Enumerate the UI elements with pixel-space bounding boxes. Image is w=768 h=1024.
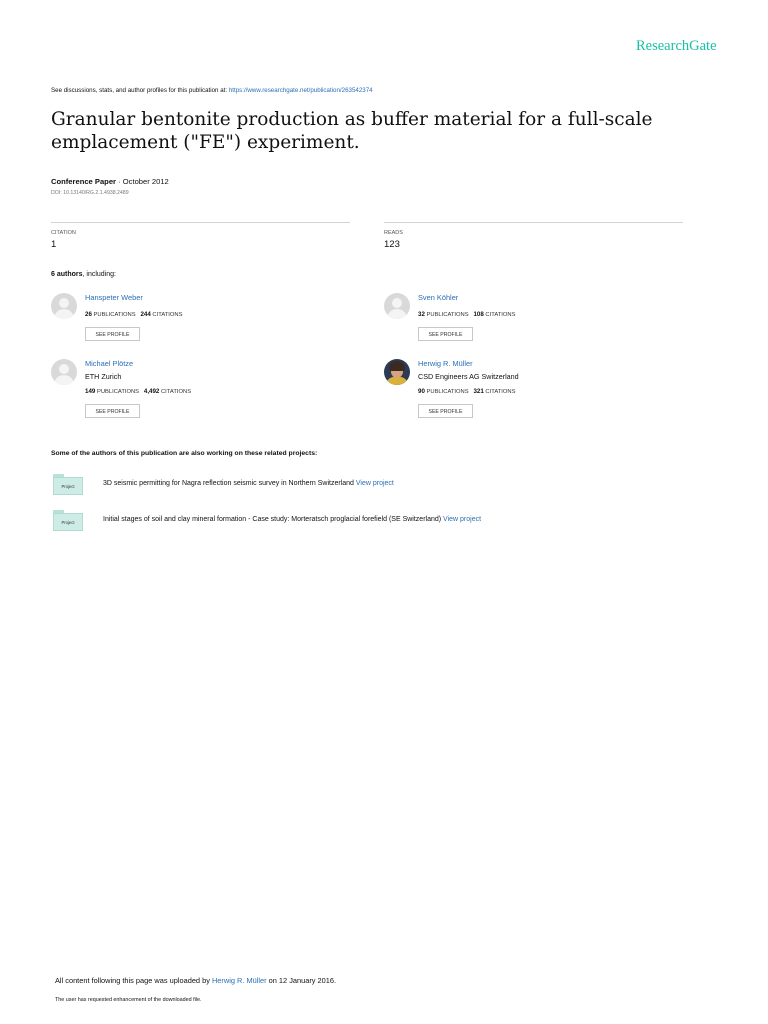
author-stats [418,388,515,395]
author-name[interactable]: Herwig R. Müller [418,359,473,368]
author-card [384,359,674,419]
citation-label: CITATION [51,230,76,236]
uploader-link[interactable]: Herwig R. Müller [211,976,267,985]
author-name[interactable]: Michael Plötze [85,359,134,368]
divider-right [384,222,683,223]
see-profile-button[interactable]: SEE PROFILE [85,404,140,418]
citation-count: 1 [51,239,57,250]
meta-separator: · [116,177,123,186]
citation-count: 244 [140,311,151,318]
upload-notice [55,976,336,985]
paper-type: Conference Paper [51,177,116,186]
paper-doi: DOI: 10.13140/RG.2.1.4938.2489 [51,190,129,196]
paper-title: Granular bentonite production as buffer material for a full-scale emplacement ("FE") experiment. [51,109,653,153]
researchgate-logo[interactable]: ResearchGate [636,38,717,54]
project-item [51,510,701,536]
paper-date: October 2012 [122,177,169,186]
publication-count: 32 [418,311,425,318]
project-item [51,474,701,500]
paper-meta [51,177,169,186]
authors-heading [51,271,116,278]
upload-suffix: on 12 January 2016. [268,976,337,985]
publication-count: 90 [418,388,425,395]
view-project-link[interactable]: View project [355,480,394,487]
publications-label: PUBLICATIONS [426,312,469,318]
folder-icon: Project [53,474,83,494]
publication-count: 149 [85,388,96,395]
see-profile-button[interactable]: SEE PROFILE [418,404,473,418]
author-card [51,359,341,419]
divider-left [51,222,350,223]
avatar[interactable] [384,359,410,385]
folder-icon: Project [53,510,83,530]
enhancement-note: The user has requested enhancement of the downloaded file. [55,997,202,1003]
citation-count: 4,492 [143,388,160,395]
project-title: Initial stages of soil and clay mineral formation - Case study: Morteratsch proglacial forefield (SE Switzerland) [103,516,442,523]
author-card [384,293,674,353]
citations-label: CITATIONS [161,389,192,395]
reads-count: 123 [384,239,400,250]
author-stats [85,388,191,395]
avatar[interactable] [384,293,410,319]
author-stats [418,311,515,318]
see-profile-button[interactable]: SEE PROFILE [85,327,140,341]
authors-heading-suffix: , including: [82,271,116,278]
view-project-link[interactable]: View project [443,516,482,523]
author-stats [85,311,182,318]
author-institution: CSD Engineers AG Switzerland [418,372,519,381]
publications-label: PUBLICATIONS [93,312,136,318]
citations-label: CITATIONS [485,312,516,318]
author-name[interactable]: Sven Köhler [418,293,459,302]
publications-label: PUBLICATIONS [96,389,140,395]
project-title: 3D seismic permitting for Nagra reflection seismic survey in Northern Switzerland [103,480,354,487]
upload-prefix: All content following this page was uploaded by [55,976,210,985]
publication-link[interactable]: https://www.researchgate.net/publication/263542374 [228,87,373,94]
citations-label: CITATIONS [152,312,183,318]
avatar[interactable] [51,359,77,385]
citation-count: 108 [473,311,484,318]
discussions-text: See discussions, stats, and author profiles for this publication at: [51,87,228,94]
author-card [51,293,341,353]
author-name[interactable]: Hanspeter Weber [85,293,143,302]
discussions-line [51,87,373,94]
publication-count: 26 [85,311,92,318]
related-projects-heading: Some of the authors of this publication are also working on these related projects: [51,450,318,457]
project-text [103,480,394,487]
publications-label: PUBLICATIONS [426,389,469,395]
citation-count: 321 [473,388,484,395]
authors-count: 6 authors [51,271,83,278]
project-text [103,516,481,523]
citations-label: CITATIONS [485,389,516,395]
author-institution: ETH Zurich [85,372,122,381]
reads-label: READS [384,230,403,236]
avatar[interactable] [51,293,77,319]
see-profile-button[interactable]: SEE PROFILE [418,327,473,341]
